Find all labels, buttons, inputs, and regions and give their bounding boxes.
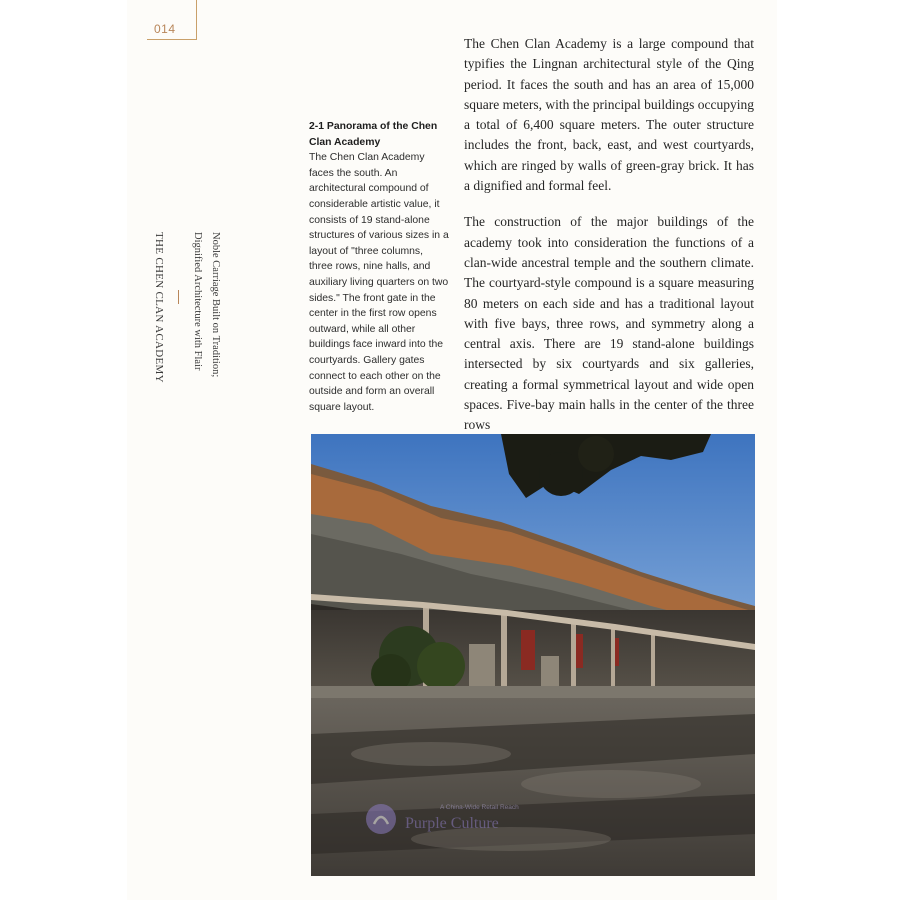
running-head-line1: Noble Carriage Built on Tradition; — [210, 232, 221, 378]
running-head-rule — [178, 290, 179, 304]
body-paragraph-1: The Chen Clan Academy is a large compound that typifies the Lingnan architectural style of the Qing period. It faces the south and has an area of 15,000 square meters, with the principal buildings occupying a total of 6,400 square meters. The outer structure includes the front, back, east, and west courtyards, which are ringed by walls of green-gray brick. It has a dignified and formal feel. — [464, 36, 754, 194]
running-head-title: THE CHEN CLAN ACADEMY — [153, 232, 165, 383]
running-head-subtitle-2 — [190, 232, 204, 371]
caption-text: The Chen Clan Academy faces the south. An architectural compound of considerable artistic value, it consists of 19 stand-alone structures of various sizes in a layout of "three columns, three rows, nine halls, and auxiliary living quarters on two sides." The front gate in the center in the first row opens outward, while all other buildings face inward into the courtyards. Gallery gates connect to each other on the outside and form an overall square layout. — [309, 152, 449, 413]
page-number: 014 — [154, 22, 176, 36]
caption — [309, 119, 449, 415]
body-paragraph-2: The construction of the major buildings of the academy took into consideration the functions of a clan-wide ancestral temple and the southern climate. The courtyard-style compound is a square measuring 80 meters on each side and has a traditional layout with five bays, three rows, and symmetry along a central axis. There are 19 stand-alone buildings intersected by six courtyards and six galleries, creating a formal symmetrical layout and wide open spaces. Five-bay main halls in the center of the three rows — [464, 214, 754, 433]
body-text — [464, 34, 754, 452]
running-head-subtitle-1 — [208, 232, 222, 377]
watermark-logo-icon — [364, 802, 398, 836]
watermark-tagline: A China-Wide Retail Reach — [440, 804, 519, 811]
watermark-text: Purple Culture — [405, 815, 499, 832]
running-head-line2: Dignified Architecture with Flair — [192, 232, 203, 371]
watermark — [360, 800, 560, 840]
caption-title: 2-1 Panorama of the Chen Clan Academy — [309, 121, 438, 148]
running-head — [152, 232, 166, 383]
